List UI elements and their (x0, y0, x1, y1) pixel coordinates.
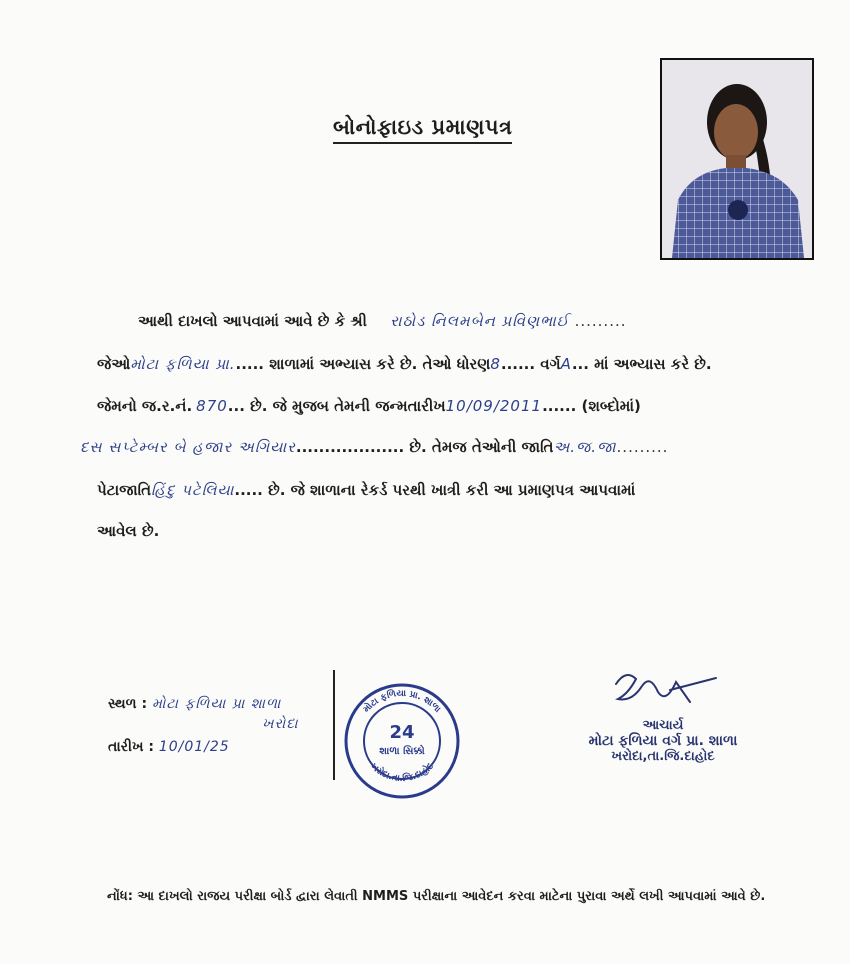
gr-line (97, 397, 641, 415)
stamp-number: 24 (389, 722, 415, 743)
subcaste-prefix: પેટાજાતિ (97, 481, 152, 499)
school-address: ખરોદા,તા.જિ.દાહોદ (611, 749, 715, 764)
class-text: ...... વર્ગ (500, 355, 561, 373)
school-name-handwritten: મોટા ફળિયા પ્રા. (130, 355, 236, 373)
words-line (80, 438, 668, 456)
closing-line: આવેલ છે. (97, 522, 160, 540)
gr-prefix: જેમનો જ.ર.નં. (97, 397, 193, 415)
gr-number: 870 (196, 397, 228, 415)
principal-signature (606, 664, 726, 724)
school-text: ..... શાળામાં અભ્યાસ કરે છે. તેઓ ધોરણ (235, 355, 491, 373)
school-line (97, 355, 712, 373)
place-value-2: ખરોદા (262, 716, 299, 732)
birth-date-words: દસ સપ્ટેમ્બર બે હજાર અગિયાર (80, 438, 296, 456)
record-text: ..... છે. જે શાળાના રેકર્ડ પરથી ખાત્રી કરી આ પ્રમાણપત્ર આપવામાં (234, 481, 636, 499)
name-dots: ......... (574, 312, 627, 330)
birth-date: 10/09/2011 (445, 397, 543, 415)
stamp-bottom-text: ખરોદા.તા.જિ.દાહોદ (368, 761, 436, 785)
dob-text: ... છે. જે મુજબ તેમની જન્મતારીખ (227, 397, 446, 415)
division-value: A (560, 355, 572, 373)
student-photo (660, 58, 814, 260)
school-name: મોટા ફળિયા વર્ગ પ્રા. શાળા (588, 733, 738, 749)
certificate-title: બોનોફાઇડ પ્રમાણપત્ર (333, 115, 512, 144)
school-signature-block (563, 718, 763, 764)
caste-dots: ......... (616, 438, 669, 456)
svg-text:ખરોદા.તા.જિ.દાહોદ (368, 761, 436, 784)
stamp-top-text: મોટા ફળિયા પ્રા. શાળા (361, 688, 443, 715)
place-value: મોટા ફળિયા પ્રા શાળા (151, 696, 282, 712)
caste-text: ................... છે. તેમજ તેઓની જાતિ (295, 438, 554, 456)
date-label: તારીખ : (108, 739, 154, 755)
place-label: સ્થળ : (108, 696, 148, 712)
subcaste-line (97, 481, 635, 499)
principal-title: આચાર્ય (642, 718, 684, 733)
stamp-middle-text: શાળા સિક્કો (379, 746, 425, 757)
intro-text: આથી દાખલો આપવામાં આવે છે કે શ્રી (138, 312, 367, 330)
place-field-2 (262, 716, 299, 732)
student-name: રાઠોડ નિલમબેન પ્રવિણભાઈ (390, 312, 570, 330)
caste-value: અ.જ.જા (553, 438, 617, 456)
words-text: ...... (શબ્દોમાં) (542, 397, 641, 415)
study-text: ... માં અભ્યાસ કરે છે. (571, 355, 712, 373)
date-value: 10/01/25 (158, 739, 230, 755)
school-stamp (343, 682, 461, 800)
divider-line (333, 670, 335, 780)
intro-line (138, 312, 627, 330)
school-prefix: જેઓ (97, 355, 131, 373)
standard-value: 8 (490, 355, 501, 373)
date-field (108, 739, 230, 755)
place-field (108, 696, 281, 712)
subcaste-value: હિંદુ પટેલિયા (151, 481, 235, 499)
footnote: નોંધ: આ દાખલો રાજય પરીક્ષા બોર્ડ દ્વારા લેવાતી NMMS પરીક્ષાના આવેદન કરવા માટેના પુરાવા અર્થે લખી આપવામાં આવે છે. (107, 889, 766, 904)
